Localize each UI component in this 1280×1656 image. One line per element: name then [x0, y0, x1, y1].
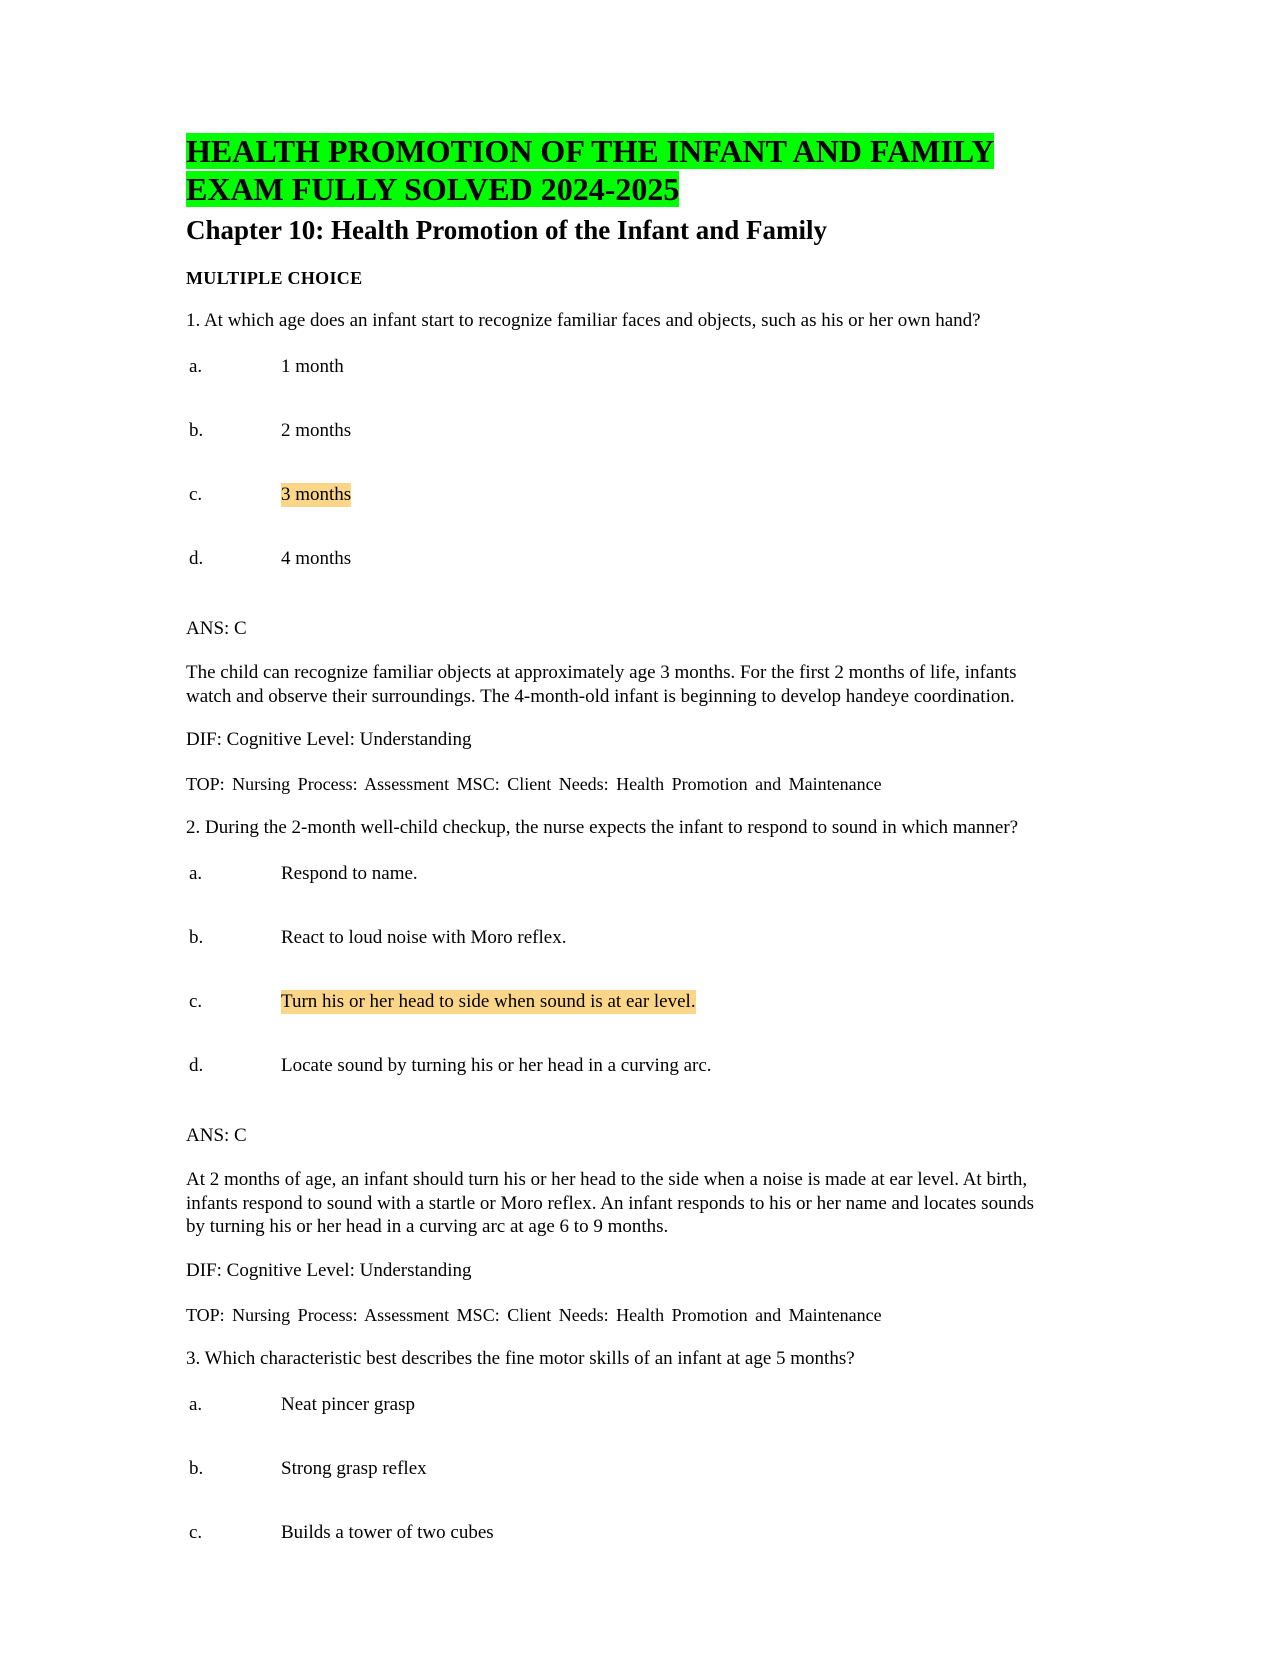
option-letter: a. [189, 1393, 203, 1415]
option-b [186, 419, 1106, 483]
option-a [186, 862, 1106, 926]
option-text: 2 months [281, 420, 352, 441]
option-b [186, 1457, 1106, 1521]
question-text: 1. At which age does an infant start to recognize familiar faces and objects, such as his or her own hand? [186, 310, 981, 331]
document-title [186, 132, 1106, 208]
option-text: React to loud noise with Moro reflex. [281, 927, 567, 948]
question-block-1 [186, 309, 1106, 796]
option-letter: c. [189, 991, 203, 1012]
option-letter: b. [189, 927, 204, 948]
rationale: At 2 months of age, an infant should turn his or her head to the side when a noise is made at ear level. At birth, infants respond to sound with a startle or Moro reflex. An infant responds to his or her name and locates sounds by turning his or her head in a curving arc at age 6 to 9 months. [186, 1169, 1034, 1237]
option-list [186, 355, 1106, 611]
option-list [186, 1393, 1106, 1585]
chapter-heading: Chapter 10: Health Promotion of the Infant and Family [186, 215, 827, 245]
option-a [186, 355, 1106, 419]
option-text: Neat pincer grasp [281, 1393, 415, 1415]
option-text: 1 month [281, 356, 344, 377]
option-letter: a. [189, 356, 203, 377]
option-c [186, 1521, 1106, 1585]
difficulty: DIF: Cognitive Level: Understanding [186, 729, 472, 750]
option-letter: c. [189, 484, 203, 505]
option-letter: b. [189, 1457, 204, 1479]
option-letter: c. [189, 1521, 203, 1543]
option-text: Respond to name. [281, 863, 418, 884]
option-letter: d. [189, 548, 204, 569]
title-line-1: HEALTH PROMOTION OF THE INFANT AND FAMILY [186, 133, 995, 169]
option-text: Locate sound by turning his or her head in a curving arc. [281, 1055, 712, 1076]
correct-option-text: Turn his or her head to side when sound is at ear level. [281, 991, 696, 1012]
option-d [186, 1054, 1106, 1118]
option-c [186, 483, 1106, 547]
question-text: 3. Which characteristic best describes the fine motor skills of an infant at age 5 months? [186, 1347, 855, 1369]
option-text: 4 months [281, 548, 352, 569]
option-letter: b. [189, 420, 204, 441]
question-block-3 [186, 1347, 1106, 1585]
rationale: The child can recognize familiar objects at approximately age 3 months. For the first 2 months of life, infants watch and observe their surroundings. The 4-month-old infant is beginning to develop handeye coordination. [186, 662, 1017, 707]
section-heading: MULTIPLE CHOICE [186, 268, 363, 288]
title-line-2: EXAM FULLY SOLVED 2024-2025 [186, 171, 680, 207]
topic-metadata: TOP: Nursing Process: Assessment MSC: Client Needs: Health Promotion and Maintenance [186, 1304, 882, 1325]
option-b [186, 926, 1106, 990]
document-page [186, 132, 1106, 1585]
correct-option-text: 3 months [281, 484, 352, 505]
answer-key: ANS: C [186, 1125, 247, 1146]
option-text: Strong grasp reflex [281, 1457, 427, 1479]
option-list [186, 862, 1106, 1118]
option-d [186, 547, 1106, 611]
difficulty: DIF: Cognitive Level: Understanding [186, 1259, 472, 1281]
topic-metadata: TOP: Nursing Process: Assessment MSC: Client Needs: Health Promotion and Maintenance [186, 774, 882, 794]
option-letter: a. [189, 863, 203, 884]
option-text: Builds a tower of two cubes [281, 1521, 494, 1543]
question-block-2 [186, 816, 1106, 1327]
option-c [186, 990, 1106, 1054]
answer-key: ANS: C [186, 618, 247, 639]
question-text: 2. During the 2-month well-child checkup, the nurse expects the infant to respond to sound in which manner? [186, 817, 1019, 838]
option-letter: d. [189, 1055, 204, 1076]
option-a [186, 1393, 1106, 1457]
